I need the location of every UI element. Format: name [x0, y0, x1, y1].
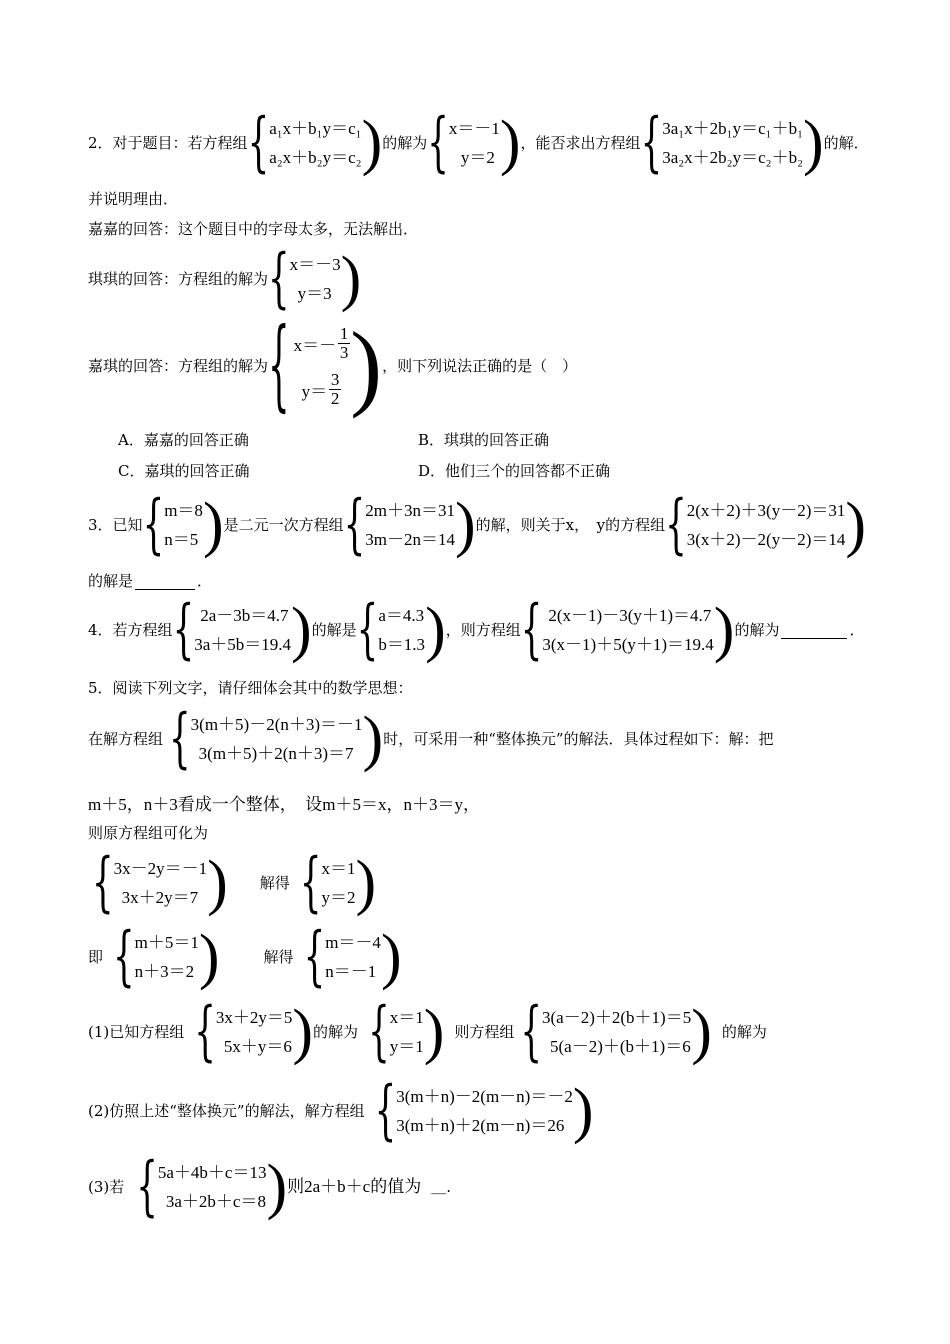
- fraction-numerator: 1: [339, 323, 349, 343]
- eq-row: 3(m＋n)－2(m－n)＝－2: [396, 1087, 573, 1106]
- q5-intro-text: 阅读下列文字，请仔细体会其中的数学思想：: [112, 679, 413, 697]
- jiaqi-x-lhs: x＝－: [293, 335, 337, 355]
- eq-row: y＝2: [460, 148, 495, 167]
- eq-row: m＝－4: [325, 933, 381, 952]
- q2-qiqi-label: 琪琪的回答：方程组的解为: [88, 270, 269, 288]
- q2-stem-a: 对于题目：若方程组: [112, 134, 248, 152]
- q5-p3-c[interactable]: ＿.: [431, 1178, 452, 1196]
- q3-line2: [88, 571, 212, 591]
- q4-b: 的解是: [311, 621, 357, 639]
- q5-solve-word-2: 解得: [263, 948, 294, 966]
- q5-p1-c: 则方程组: [454, 1023, 515, 1041]
- option-d[interactable]: D．他们三个的回答都不正确: [418, 462, 611, 480]
- q5-back-substitution: [88, 919, 402, 995]
- q5-p1-solution: { x＝1 y＝1 ): [368, 994, 445, 1070]
- eq-row: 3(x＋2)－2(y－2)＝14: [686, 530, 846, 549]
- q5-intro: [88, 678, 413, 698]
- q2-line1: [88, 105, 869, 181]
- q5-part2: [88, 1073, 594, 1149]
- option-c[interactable]: C．嘉琪的回答正确: [118, 462, 250, 480]
- q3-c: 的解，则关于x， y的方程组: [475, 516, 666, 534]
- eq-row: a₁x＋b₁y＝c₁: [269, 119, 362, 138]
- q3-line2-a: 的解是: [88, 572, 134, 590]
- jiaqi-y-lhs: y＝: [301, 381, 328, 401]
- q3-system-2: { 2(x＋2)＋3(y－2)＝31 3(x＋2)－2(y－2)＝14 ): [665, 487, 867, 563]
- eq-row: 3(m＋n)＋2(m－n)＝26: [396, 1116, 565, 1135]
- fraction: [338, 325, 350, 362]
- jiaqi-y-row: [294, 366, 351, 412]
- q4-solution: { a＝4.3 b＝1.3 ): [356, 592, 446, 668]
- eq-row: 3(m＋5)－2(n＋3)＝－1: [190, 715, 363, 734]
- eq-row: 2(x＋2)＋3(y－2)＝31: [686, 501, 846, 520]
- q5-p1-b: 的解为: [313, 1023, 359, 1041]
- q2-jiaqi-tail: ，则下列说法正确的是（ ）: [382, 357, 578, 375]
- q2-jiaqi-answer: [88, 308, 578, 424]
- q5-ji: 即: [88, 948, 104, 966]
- eq-row: n＝5: [164, 530, 199, 549]
- q5-part1: [88, 994, 767, 1070]
- eq-row: 3m－2n＝14: [365, 530, 455, 549]
- q2-stem-c: ，能否求出方程组: [520, 134, 641, 152]
- q5-line3: 则原方程组可化为: [88, 824, 209, 842]
- eq-row: x＝1: [389, 1008, 424, 1027]
- q2-qiqi-solution: { x＝－3 y＝3 ): [268, 241, 362, 317]
- eq-row: a₂x＋b₂y＝c₂: [269, 148, 362, 167]
- q5-p1-d: 的解为: [721, 1023, 767, 1041]
- eq-row: n＋3＝2: [134, 962, 195, 981]
- eq-row: x＝－1: [448, 119, 500, 138]
- eq-row: 3a＋2b＋c＝8: [165, 1192, 266, 1211]
- q2-solution-1: { x＝－1 y＝2 ): [427, 105, 521, 181]
- eq-row: 3(x－1)＋5(y＋1)＝19.4: [542, 635, 714, 654]
- q3-given-solution: { m＝8 n＝5 ): [142, 487, 224, 563]
- option-b[interactable]: B．琪琪的回答正确: [418, 431, 550, 449]
- eq-row: 2(x－1)－3(y＋1)＝4.7: [548, 606, 712, 625]
- eq-row: m＋5＝1: [134, 933, 199, 952]
- q5-p3-system: { 5a＋4b＋c＝13 3a＋2b＋c＝8 ): [136, 1149, 288, 1225]
- option-a[interactable]: A．嘉嘉的回答正确: [118, 431, 249, 449]
- q5-back-system: { m＋5＝1 n＋3＝2 ): [113, 919, 220, 995]
- fraction: [329, 371, 341, 408]
- q2-jiaqi-label: 嘉琪的回答：方程组的解为: [88, 357, 269, 375]
- eq-row: 2a－3b＝4.7: [200, 606, 289, 625]
- eq-row: x＝1: [321, 859, 356, 878]
- q2-system-1: { a₁x＋b₁y＝c₁ a₂x＋b₂y＝c₂ ): [247, 105, 383, 181]
- q5-substitution: [88, 845, 377, 921]
- fraction-numerator: 3: [330, 369, 340, 389]
- eq-row: 3a₁x＋2b₁y＝c₁＋b₁: [662, 119, 804, 138]
- eq-row: 2m＋3n＝31: [365, 501, 455, 520]
- q5-line2: m＋5，n＋3看成一个整体， 设m＋5＝x，n＋3＝y，: [88, 795, 480, 814]
- eq-row: y＝2: [321, 888, 356, 907]
- q5-sub-system: { 3x－2y＝－1 3x＋2y＝7 ): [92, 845, 228, 921]
- q5-p1-system: { 3x＋2y＝5 5x＋y＝6 ): [194, 994, 314, 1070]
- eq-row: 3a₂x＋2b₂y＝c₂＋b₂: [662, 148, 804, 167]
- eq-row: 3x－2y＝－1: [113, 859, 208, 878]
- eq-row: 3(a－2)＋2(b＋1)＝5: [542, 1008, 692, 1027]
- q2-system-2: { 3a₁x＋2b₁y＝c₁＋b₁ 3a₂x＋2b₂y＝c₂＋b₂ ): [640, 105, 824, 181]
- q5-p2-system: { 3(m＋n)－2(m－n)＝－2 3(m＋n)＋2(m－n)＝26 ): [374, 1073, 594, 1149]
- q5-b: 时，可采用一种“整体换元”的解法．具体过程如下：解：把: [383, 730, 774, 748]
- q4-system: { 2a－3b＝4.7 3a＋5b＝19.4 ): [172, 592, 312, 668]
- q5-sub-solution: { x＝1 y＝2 ): [299, 845, 377, 921]
- fraction-denominator: 2: [330, 388, 340, 408]
- q5-p1-system-2: { 3(a－2)＋2(b＋1)＝5 5(a－2)＋(b＋1)＝6 ): [520, 994, 712, 1070]
- eq-row: 3a＋5b＝19.4: [194, 635, 291, 654]
- q3-number: 3．: [88, 516, 113, 534]
- q5-p1-a: (1)已知方程组: [88, 1023, 185, 1041]
- q2-jiaqi-solution: { x＝－ $\frac{1}{3}$ y＝ $\frac{3}{2}$ ): [268, 308, 383, 424]
- q2-stem-d: 的解．: [823, 134, 869, 152]
- q3-answer-blank[interactable]: [135, 573, 195, 590]
- q5-solve-word-1: 解得: [259, 874, 290, 892]
- fraction-denominator: 3: [339, 342, 349, 362]
- q4-e: ．: [849, 621, 865, 639]
- q5-a: 在解方程组: [88, 730, 164, 748]
- q3-system: { 2m＋3n＝31 3m－2n＝14 ): [343, 487, 476, 563]
- eq-row: m＝8: [164, 501, 203, 520]
- q4-d: 的解为: [734, 621, 780, 639]
- q3-line1: [88, 487, 867, 563]
- q4-a: 若方程组: [112, 621, 173, 639]
- q5-p2-a: (2)仿照上述“整体换元”的解法，解方程组: [88, 1102, 365, 1120]
- q5-p3-b: 则2a＋b＋c的值为: [287, 1177, 422, 1196]
- q5-p3-a: (3)若: [88, 1178, 125, 1196]
- eq-row: y＝1: [389, 1037, 424, 1056]
- q5-system: { 3(m＋5)－2(n＋3)＝－1 3(m＋5)＋2(n＋3)＝7 ): [169, 701, 384, 777]
- q5-number: 5．: [88, 679, 113, 697]
- q3-line2-b: ．: [197, 572, 213, 590]
- eq-row: a＝4.3: [378, 606, 425, 625]
- q4-c: ，则方程组: [445, 621, 521, 639]
- q2-qiqi-answer: [88, 241, 362, 317]
- eq-row: 3x＋2y＝5: [215, 1008, 293, 1027]
- q2-jiajia-answer: 嘉嘉的回答：这个题目中的字母太多，无法解出．: [88, 220, 419, 238]
- eq-row: n＝－1: [325, 962, 377, 981]
- eq-row: 3x＋2y＝7: [121, 888, 199, 907]
- q4-line: [88, 592, 865, 668]
- eq-row: x＝－3: [289, 255, 341, 274]
- eq-row: 3(m＋5)＋2(n＋3)＝7: [198, 744, 354, 763]
- eq-row: 5a＋4b＋c＝13: [157, 1163, 267, 1182]
- q4-answer-blank[interactable]: [781, 622, 847, 639]
- q5-back-solution: { m＝－4 n＝－1 ): [303, 919, 402, 995]
- q5-part3: [88, 1149, 452, 1225]
- eq-row: 5x＋y＝6: [223, 1037, 292, 1056]
- q4-system-2: { 2(x－1)－3(y＋1)＝4.7 3(x－1)＋5(y＋1)＝19.4 ): [520, 592, 735, 668]
- q2-stem-b: 的解为: [382, 134, 428, 152]
- eq-row: y＝3: [297, 284, 332, 303]
- eq-row: b＝1.3: [378, 635, 426, 654]
- q5-line1: [88, 701, 774, 777]
- q2-line2: 并说明理由．: [88, 190, 179, 208]
- q4-number: 4．: [88, 621, 113, 639]
- q3-a: 已知: [112, 516, 143, 534]
- jiaqi-x-row: [294, 320, 351, 366]
- q2-number: 2．: [88, 134, 113, 152]
- q3-b: 是二元一次方程组: [223, 516, 344, 534]
- eq-row: 5(a－2)＋(b＋1)＝6: [550, 1037, 691, 1056]
